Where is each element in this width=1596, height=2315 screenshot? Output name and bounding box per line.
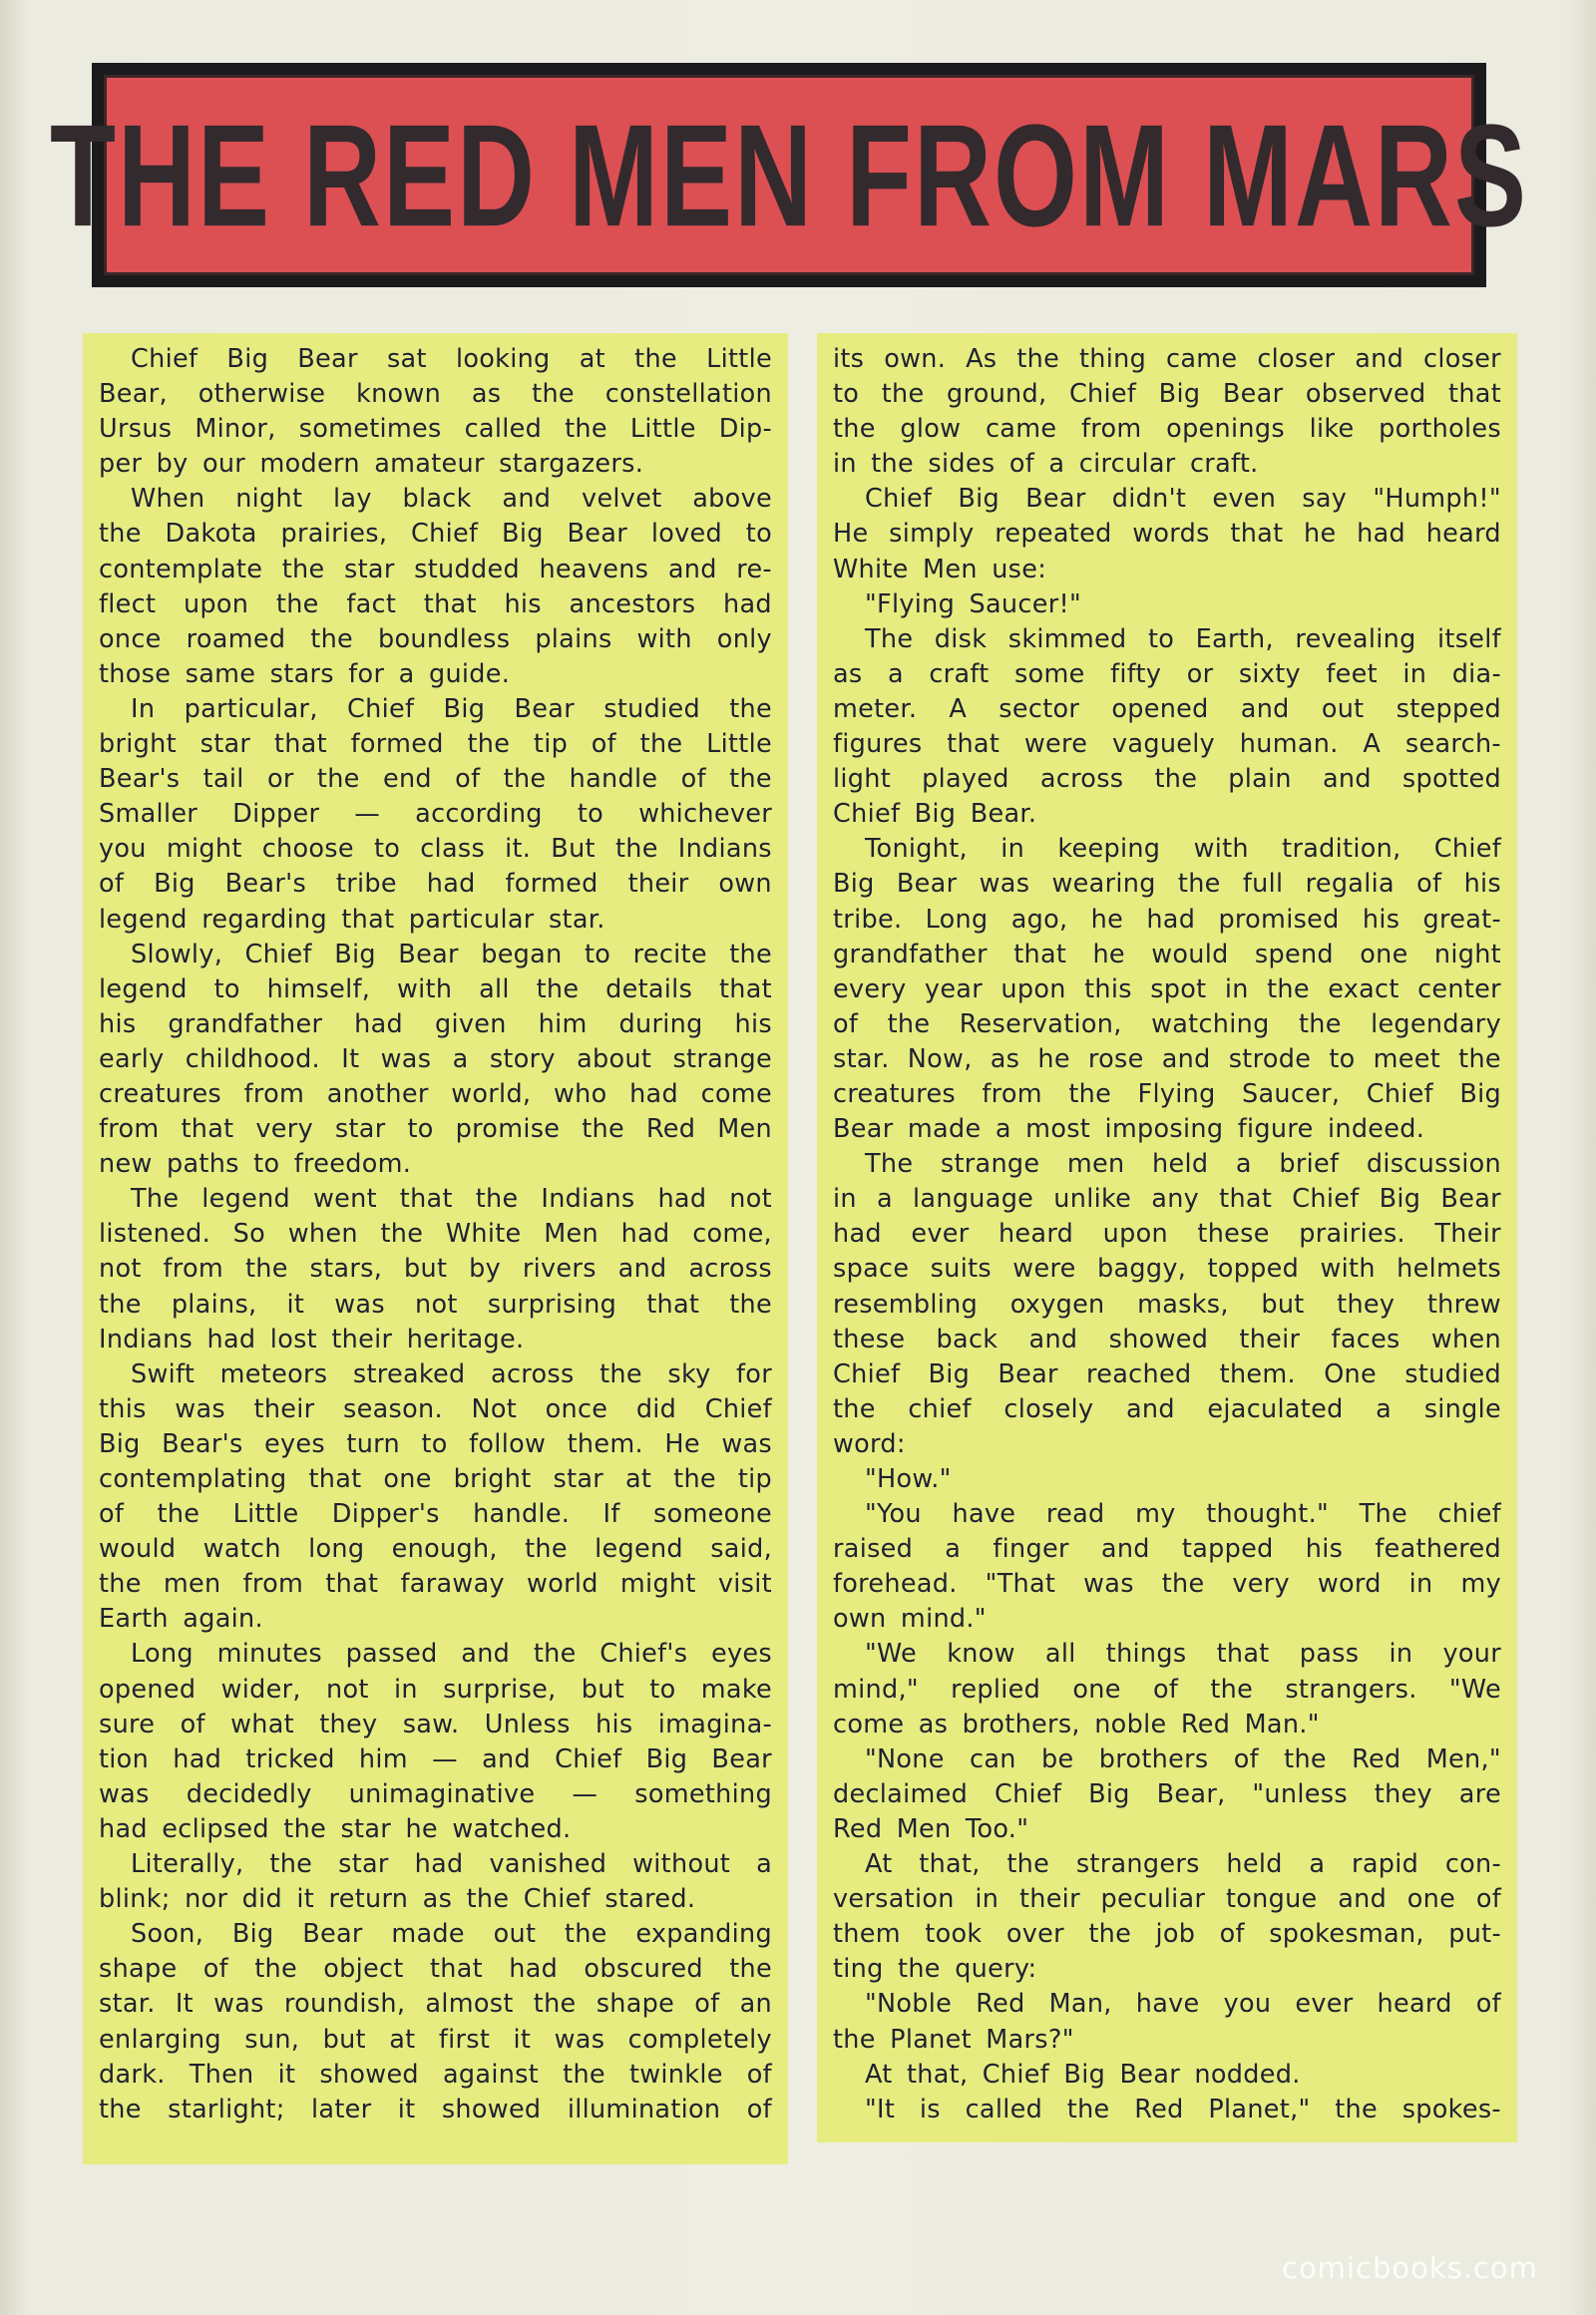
text-line: Bear made a most imposing figure indeed. (833, 1114, 1425, 1145)
text-line: of Big Bear's tribe had formed their own (99, 869, 772, 900)
text-line: these back and showed their faces when (833, 1324, 1501, 1354)
text-line: star. It was roundish, almost the shape of an (99, 1989, 772, 2020)
text-line: the glow came from openings like portholes (833, 414, 1501, 445)
text-line: this was their season. Not once did Chief (99, 1393, 772, 1424)
text-line: He simply repeated words that he had heard (833, 519, 1501, 550)
text-line: new paths to freedom. (99, 1149, 412, 1180)
text-line: meter. A sector opened and out stepped (833, 693, 1501, 724)
text-line: come as brothers, noble Red Man." (833, 1709, 1320, 1739)
text-line: "You have read my thought." The chief (865, 1499, 1501, 1530)
text-line: White Men use: (833, 554, 1047, 584)
text-line: Chief Big Bear reached them. One studied (833, 1358, 1501, 1389)
text-line: listened. So when the White Men had come, (99, 1219, 772, 1250)
text-line: At that, Chief Big Bear nodded. (865, 2059, 1301, 2090)
text-line: the men from that faraway world might visit (99, 1569, 772, 1600)
text-line: "We know all things that pass in your (865, 1639, 1501, 1670)
text-line: Ursus Minor, sometimes called the Little Dip- (99, 414, 772, 445)
text-line: the chief closely and ejaculated a single (833, 1393, 1501, 1424)
text-line: raised a finger and tapped his feathered (833, 1534, 1501, 1565)
text-line: Big Bear was wearing the full regalia of his (833, 869, 1501, 900)
text-line: to the ground, Chief Big Bear observed that (833, 379, 1501, 410)
text-line: Indians had lost their heritage. (99, 1324, 525, 1354)
text-line: At that, the strangers held a rapid con- (865, 1849, 1501, 1880)
text-line: word: (833, 1428, 906, 1459)
text-line: enlarging sun, but at first it was completely (99, 2024, 772, 2055)
text-line: tribe. Long ago, he had promised his great- (833, 904, 1501, 935)
text-line: bright star that formed the tip of the Little (99, 729, 772, 760)
text-line: of the Little Dipper's handle. If someone (99, 1499, 772, 1530)
text-line: from that very star to promise the Red Men (99, 1114, 772, 1145)
text-line: "None can be brothers of the Red Men," (865, 1743, 1501, 1774)
text-line: versation in their peculiar tongue and one of (833, 1884, 1501, 1915)
text-line: space suits were baggy, topped with helmets (833, 1254, 1501, 1285)
text-line: Red Men Too." (833, 1813, 1029, 1844)
text-line: Bear's tail or the end of the handle of the (99, 764, 772, 795)
text-line: When night lay black and velvet above (131, 484, 772, 515)
text-line: those same stars for a guide. (99, 658, 511, 689)
text-line: grandfather that he would spend one night (833, 939, 1501, 969)
text-line: star. Now, as he rose and strode to meet the (833, 1043, 1501, 1074)
watermark: comicbooks.com (1282, 2251, 1538, 2285)
text-line: the Dakota prairies, Chief Big Bear loved to (99, 519, 772, 550)
text-line: sure of what they saw. Unless his imagina- (99, 1709, 772, 1739)
text-line: creatures from another world, who had come (99, 1078, 772, 1109)
text-line: the Planet Mars?" (833, 2024, 1074, 2055)
text-column-right (817, 333, 1517, 2142)
text-line: declaimed Chief Big Bear, "unless they are (833, 1778, 1501, 1809)
text-line: had eclipsed the star he watched. (99, 1813, 572, 1844)
text-line: Tonight, in keeping with tradition, Chief (865, 834, 1501, 865)
text-line: the starlight; later it showed illumination of (99, 2094, 772, 2124)
text-line: "Flying Saucer!" (865, 588, 1082, 619)
text-line: dark. Then it showed against the twinkle of (99, 2059, 772, 2090)
text-line: had ever heard upon these prairies. Their (833, 1219, 1501, 1250)
text-line: would watch long enough, the legend said, (99, 1534, 772, 1565)
text-line: "Noble Red Man, have you ever heard of (865, 1989, 1501, 2020)
text-line: The legend went that the Indians had not (131, 1184, 772, 1215)
text-line: legend to himself, with all the details that (99, 973, 772, 1004)
text-line: Chief Big Bear sat looking at the Little (131, 344, 772, 374)
text-line: in a language unlike any that Chief Big Bear (833, 1184, 1501, 1215)
text-line: The disk skimmed to Earth, revealing itself (865, 623, 1501, 654)
text-line: Soon, Big Bear made out the expanding (131, 1919, 772, 1950)
text-line: Big Bear's eyes turn to follow them. He was (99, 1428, 772, 1459)
text-line: Slowly, Chief Big Bear began to recite the (131, 939, 772, 969)
title-panel (50, 75, 1528, 275)
text-line: per by our modern amateur stargazers. (99, 449, 644, 480)
text-line: every year upon this spot in the exact center (833, 973, 1501, 1004)
text-line: early childhood. It was a story about strange (99, 1043, 772, 1074)
text-line: his grandfather had given him during his (99, 1008, 772, 1039)
text-line: Earth again. (99, 1604, 263, 1635)
text-line: forehead. "That was the very word in my (833, 1569, 1501, 1600)
text-line: as a craft some fifty or sixty feet in dia- (833, 658, 1501, 689)
title-banner (50, 63, 1528, 287)
text-line: "It is called the Red Planet," the spokes- (865, 2094, 1501, 2124)
text-line: in the sides of a circular craft. (833, 449, 1259, 480)
text-line: shape of the object that had obscured the (99, 1954, 772, 1985)
text-line: them took over the job of spokesman, put- (833, 1919, 1501, 1950)
text-line: Bear, otherwise known as the constellation (99, 379, 772, 410)
text-line: Chief Big Bear didn't even say "Humph!" (865, 484, 1501, 515)
text-line: Smaller Dipper — according to whichever (99, 799, 772, 830)
text-line: Long minutes passed and the Chief's eyes (131, 1639, 772, 1670)
text-line: Literally, the star had vanished without a (131, 1849, 772, 1880)
text-line: The strange men held a brief discussion (865, 1149, 1501, 1180)
text-line: In particular, Chief Big Bear studied the (131, 693, 772, 724)
text-line: "How." (865, 1464, 952, 1494)
text-line: contemplate the star studded heavens and re- (99, 554, 772, 584)
text-line: the plains, it was not surprising that the (99, 1289, 772, 1320)
text-line: ting the query: (833, 1954, 1037, 1985)
text-line: figures that were vaguely human. A search- (833, 729, 1501, 760)
text-line: flect upon the fact that his ancestors had (99, 588, 772, 619)
text-line: legend regarding that particular star. (99, 904, 605, 935)
text-line: tion had tricked him — and Chief Big Bear (99, 1743, 772, 1774)
text-line: Chief Big Bear. (833, 799, 1037, 830)
text-column-left (83, 333, 788, 2164)
text-line: blink; nor did it return as the Chief stared. (99, 1884, 696, 1915)
text-line: creatures from the Flying Saucer, Chief Big (833, 1078, 1501, 1109)
story-title: THE RED MEN FROM MARS (50, 93, 1528, 257)
text-line: opened wider, not in surprise, but to make (99, 1674, 772, 1705)
text-line: was decidedly unimaginative — something (99, 1778, 772, 1809)
text-line: light played across the plain and spotted (833, 764, 1501, 795)
text-line: own mind." (833, 1604, 987, 1635)
text-line: you might choose to class it. But the Indians (99, 834, 772, 865)
text-line: once roamed the boundless plains with only (99, 623, 772, 654)
text-line: not from the stars, but by rivers and across (99, 1254, 772, 1285)
text-line: its own. As the thing came closer and closer (833, 344, 1501, 374)
text-line: Swift meteors streaked across the sky for (131, 1358, 772, 1389)
text-line: resembling oxygen masks, but they threw (833, 1289, 1501, 1320)
text-line: of the Reservation, watching the legendary (833, 1008, 1501, 1039)
text-line: contemplating that one bright star at the tip (99, 1464, 772, 1494)
text-line: mind," replied one of the strangers. "We (833, 1674, 1501, 1705)
